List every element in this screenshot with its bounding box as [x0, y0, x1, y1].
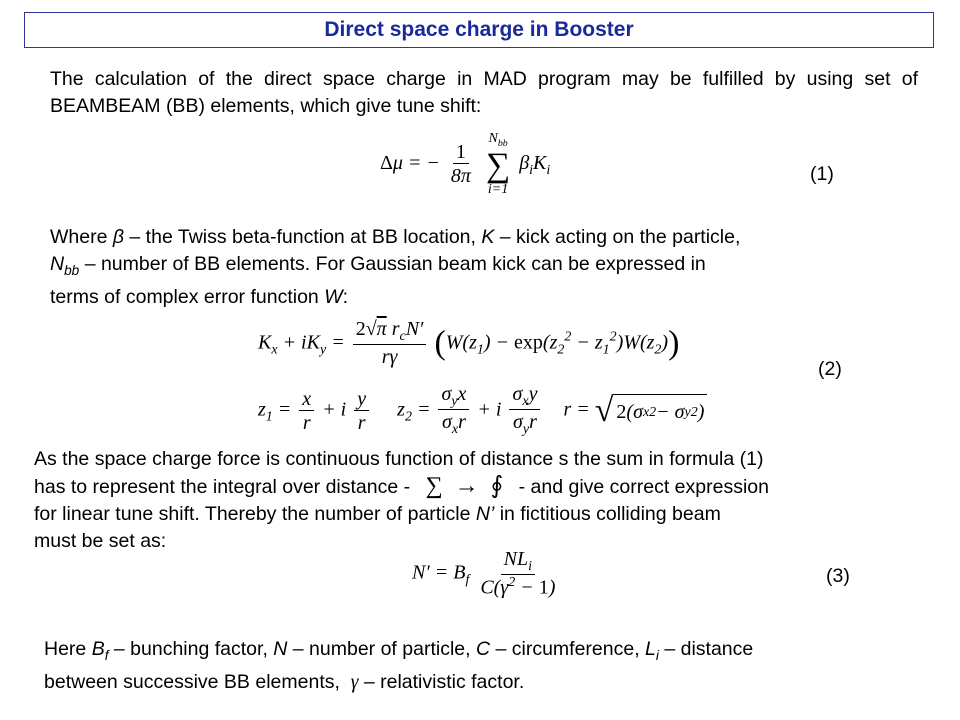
equation-kick: $K_x + iK_y$ = $\frac{2√\pi r_cN'}{r\gamma}$ $(W(z_1) - \exp(z_2^2 - z_1^2)W(z_2))$	[258, 318, 680, 369]
equation-tune-shift: Δμ = − $\frac{1}{8\pi}$ $N_{bb}$ ∑ i=1 $\beta_iK_i$	[380, 131, 551, 197]
para3-line3: for linear tune shift. Thereby the number of particle N’ in fictitious colliding beam	[34, 503, 721, 525]
para3-line1: As the space charge force is continuous function of distance s the sum in formula (1)	[34, 448, 764, 470]
equation-1-number: (1)	[810, 163, 834, 185]
equation-particle-number: $N' = B_f$ $\frac{NL_i}{C(\gamma^2 - 1)}$	[412, 548, 556, 600]
space-charge-paragraph	[34, 446, 934, 555]
slide-title: Direct space charge in Booster	[324, 18, 634, 41]
title-box	[24, 12, 934, 48]
para3-line4: must be set as:	[34, 530, 167, 552]
sum-to-integral-symbol: ∑ → ∮	[425, 473, 504, 499]
intro-paragraph: The calculation of the direct space charge in MAD program may be fulfilled by using set of BEAMBEAM (BB) elements, which give tune shift:	[50, 68, 918, 117]
symbol-definitions-paragraph: Here $B_f$ – bunching factor, N – number of particle, C – circumference, $L_i$ – distance between successive BB elements, γ – relativistic factor.	[44, 638, 754, 693]
definition-paragraph: Where β – the Twiss beta-function at BB location, K – kick acting on the particle, $N_{bb}$ – number of BB elements. For Gaussian beam kick can be expressed in terms of complex error function W:	[50, 226, 741, 308]
equation-3-number: (3)	[826, 565, 850, 587]
equation-2-number: (2)	[818, 358, 842, 380]
equation-z-definitions: $z_1$ = $\frac{x}{r}$ + i $\frac{y}{r}$ $z_2$ = $\frac{\sigma_yx}{\sigma_xr}$ + i $\frac{\sigma_xy}{\sigma_yr}$ r = √ 2 (σ x 2 − σ y 2 )	[258, 383, 707, 439]
para3-line2: has to represent the integral over distance - ∑ → ∮ - and give correct expression	[34, 473, 769, 499]
